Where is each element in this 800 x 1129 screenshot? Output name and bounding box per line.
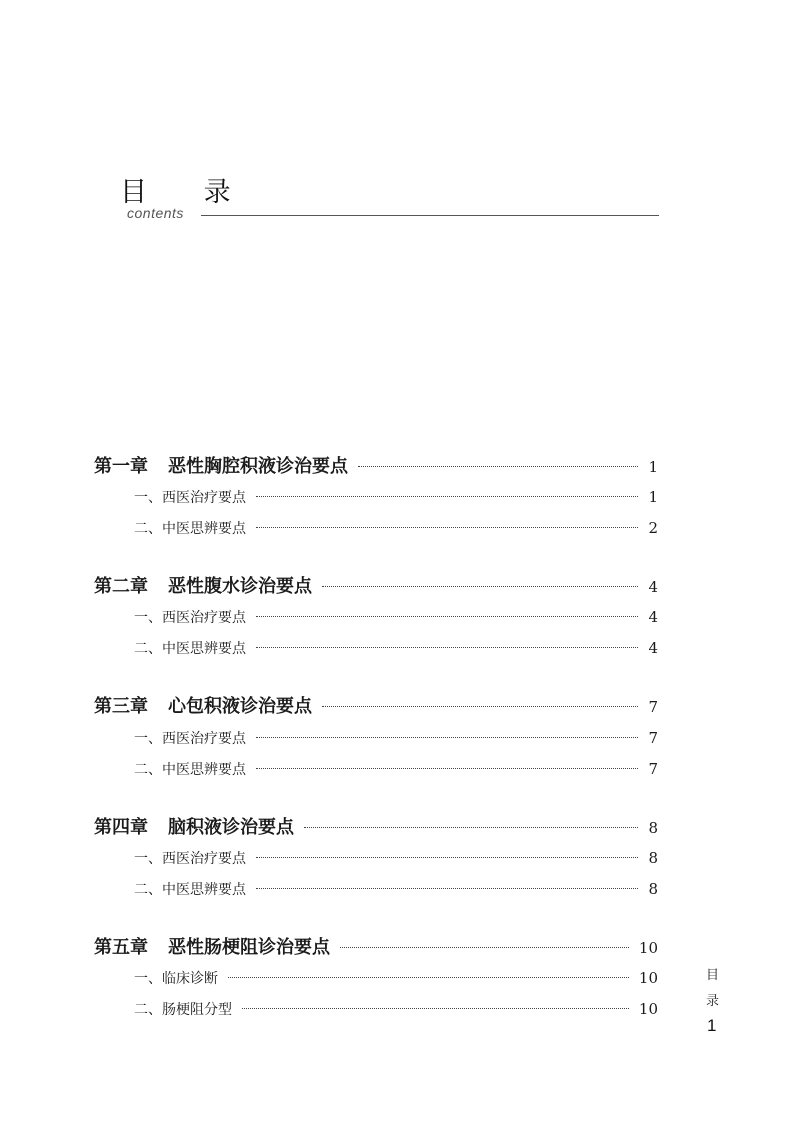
toc-section-1-2[interactable] [134, 518, 658, 538]
dot-leader [256, 737, 638, 738]
chapter-page-number: 1 [648, 458, 658, 476]
dot-leader [256, 768, 638, 769]
section-page-number: 7 [648, 729, 658, 747]
toc-section-5-1[interactable] [134, 968, 658, 988]
dot-leader [340, 947, 629, 948]
chapter-number: 第四章 [94, 817, 148, 838]
section-page-number: 7 [648, 760, 658, 778]
toc-section-4-2[interactable] [134, 879, 658, 899]
section-title: 二、中医思辨要点 [134, 882, 246, 898]
page-title: 目 录 [120, 177, 255, 208]
dot-leader [358, 466, 638, 467]
section-title: 一、西医治疗要点 [134, 610, 246, 626]
toc-section-3-2[interactable] [134, 759, 658, 779]
chapter-page-number: 7 [648, 698, 658, 716]
toc-section-2-2[interactable] [134, 638, 658, 658]
section-title: 一、西医治疗要点 [134, 731, 246, 747]
section-page-number: 4 [648, 608, 658, 626]
chapter-title: 心包积液诊治要点 [168, 696, 312, 717]
toc-section-4-1[interactable] [134, 848, 658, 868]
page-subtitle: contents [127, 205, 184, 221]
toc-section-1-1[interactable] [134, 487, 658, 507]
running-head-char-2: 录 [706, 994, 720, 1009]
dot-leader [256, 527, 638, 528]
chapter-title: 恶性胸腔积液诊治要点 [168, 456, 348, 477]
dot-leader [322, 586, 638, 587]
dot-leader [256, 647, 638, 648]
dot-leader [256, 888, 638, 889]
chapter-title: 恶性腹水诊治要点 [168, 576, 312, 597]
toc-section-3-1[interactable] [134, 728, 658, 748]
chapter-title: 恶性肠梗阻诊治要点 [168, 937, 330, 958]
chapter-page-number: 8 [648, 819, 658, 837]
chapter-number: 第二章 [94, 576, 148, 597]
dot-leader [256, 616, 638, 617]
chapter-page-number: 4 [648, 578, 658, 596]
toc-chapter-2[interactable] [94, 572, 658, 598]
section-page-number: 10 [638, 969, 658, 987]
toc-chapter-3[interactable] [94, 692, 658, 718]
section-title: 二、中医思辨要点 [134, 641, 246, 657]
chapter-number: 第一章 [94, 456, 148, 477]
chapter-number: 第三章 [94, 696, 148, 717]
dot-leader [242, 1008, 629, 1009]
dot-leader [228, 977, 629, 978]
chapter-page-number: 10 [638, 939, 658, 957]
dot-leader [256, 857, 638, 858]
running-head-char-1: 目 [706, 968, 720, 983]
toc-section-2-1[interactable] [134, 607, 658, 627]
section-title: 一、临床诊断 [134, 971, 218, 987]
dot-leader [256, 496, 638, 497]
chapter-number: 第五章 [94, 937, 148, 958]
section-page-number: 10 [638, 1000, 658, 1018]
title-rule [201, 215, 659, 216]
section-page-number: 8 [648, 849, 658, 867]
chapter-title: 脑积液诊治要点 [168, 817, 294, 838]
section-title: 一、西医治疗要点 [134, 851, 246, 867]
toc-chapter-5[interactable] [94, 933, 658, 959]
toc-chapter-4[interactable] [94, 813, 658, 839]
section-page-number: 4 [648, 639, 658, 657]
section-page-number: 1 [648, 488, 658, 506]
page-folio: 1 [707, 1016, 717, 1035]
dot-leader [304, 827, 638, 828]
section-title: 二、肠梗阻分型 [134, 1002, 232, 1018]
section-title: 一、西医治疗要点 [134, 490, 246, 506]
toc-chapter-1[interactable] [94, 452, 658, 478]
dot-leader [322, 706, 638, 707]
section-page-number: 2 [648, 519, 658, 537]
section-title: 二、中医思辨要点 [134, 762, 246, 778]
toc-section-5-2[interactable] [134, 999, 658, 1019]
section-page-number: 8 [648, 880, 658, 898]
section-title: 二、中医思辨要点 [134, 521, 246, 537]
